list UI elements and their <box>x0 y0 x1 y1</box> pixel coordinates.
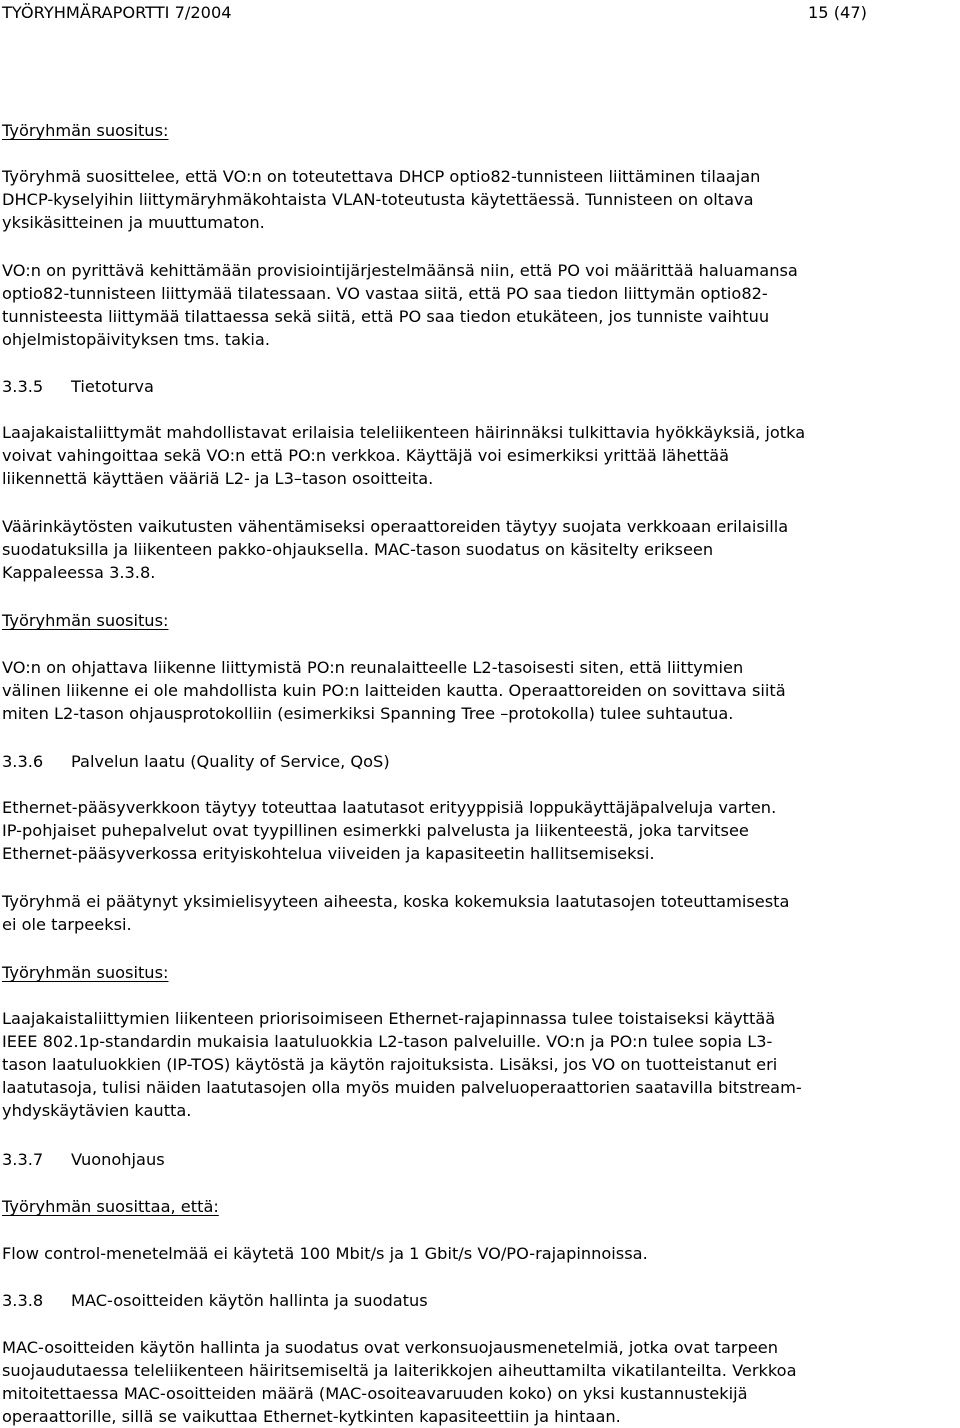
paragraph-line: Väärinkäytösten vaikutusten vähentämiseksi operaattoreiden täytyy suojata verkkoaan erilaisilla <box>2 517 789 536</box>
paragraph-line: operaattorille, sillä se vaikuttaa Ethernet-kytkinten kapasiteettiin ja hintaan. <box>2 1407 621 1426</box>
document-page <box>2 0 960 1426</box>
paragraph-line: ei ole tarpeeksi. <box>2 915 132 934</box>
page-number: 15 (47) <box>808 3 867 22</box>
paragraph-line: yksikäsitteinen ja muuttumaton. <box>2 213 265 232</box>
section-number: 3.3.8 <box>2 1291 44 1310</box>
paragraph <box>2 515 960 584</box>
paragraph-line: laatutasoja, tulisi näiden laatutasojen olla myös muiden palveluoperaattorien saatavilla bitstream- <box>2 1078 802 1097</box>
paragraph <box>2 1007 960 1122</box>
section-heading <box>2 750 960 773</box>
paragraph-line: Flow control-menetelmää ei käytetä 100 Mbit/s ja 1 Gbit/s VO/PO-rajapinnoissa. <box>2 1244 648 1263</box>
report-title: TYÖRYHMÄRAPORTTI 7/2004 <box>2 3 232 22</box>
recommendation-label: Työryhmän suositus: <box>2 963 169 982</box>
section-title: Tietoturva <box>71 377 154 396</box>
paragraph-line: Työryhmä ei päätynyt yksimielisyyteen aiheesta, koska kokemuksia laatutasojen toteuttamisesta <box>2 892 790 911</box>
paragraph-line: liikennettä käyttäen vääriä L2- ja L3–tason osoitteita. <box>2 469 434 488</box>
paragraph <box>2 656 960 725</box>
paragraph-line: Ethernet-pääsyverkossa erityiskohtelua viiveiden ja kapasiteetin hallitsemiseksi. <box>2 844 655 863</box>
section-number: 3.3.7 <box>2 1150 44 1169</box>
paragraph-line: mitoitettaessa MAC-osoitteiden määrä (MAC-osoiteavaruuden koko) on yksi kustannustekijä <box>2 1384 748 1403</box>
paragraph-line: VO:n on ohjattava liikenne liittymistä PO:n reunalaitteelle L2-tasoisesti siten, että liittymien <box>2 658 744 677</box>
paragraph-line: miten L2-tason ohjausprotokolliin (esimerkiksi Spanning Tree –protokolla) tulee suhtautua. <box>2 704 734 723</box>
paragraph-line: ohjelmistopäivityksen tms. takia. <box>2 330 270 349</box>
paragraph-line: tunnisteesta liittymää tilattaessa sekä siitä, että PO saa tiedon etukäteen, jos tunniste vaihtuu <box>2 307 770 326</box>
page-header <box>2 1 960 27</box>
paragraph <box>2 259 960 351</box>
paragraph-line: VO:n on pyrittävä kehittämään provisiointijärjestelmäänsä niin, että PO voi määrittää haluamansa <box>2 261 798 280</box>
paragraph-line: välinen liikenne ei ole mahdollista kuin PO:n laitteiden kautta. Operaattoreiden on sovittava siitä <box>2 681 786 700</box>
paragraph <box>2 1242 960 1265</box>
paragraph <box>2 1336 960 1428</box>
section-heading <box>2 1148 960 1171</box>
paragraph-line: IP-pohjaiset puhepalvelut ovat tyypillinen esimerkki palvelusta ja liikenteestä, joka tarvitsee <box>2 821 749 840</box>
paragraph-line: voivat vahingoittaa sekä VO:n että PO:n verkkoa. Käyttäjä voi esimerkiksi yrittää lähettää <box>2 446 730 465</box>
recommendation-label: Työryhmän suositus: <box>2 611 169 630</box>
paragraph <box>2 421 960 490</box>
paragraph-line: optio82-tunnisteen liittymää tilatessaan. VO vastaa siitä, että PO saa tiedon liittymän optio82- <box>2 284 768 303</box>
section-title: MAC-osoitteiden käytön hallinta ja suodatus <box>71 1291 428 1310</box>
paragraph-line: Työryhmä suosittelee, että VO:n on toteutettava DHCP optio82-tunnisteen liittäminen tilaajan <box>2 167 761 186</box>
section-number: 3.3.6 <box>2 752 44 771</box>
section-heading <box>2 1289 960 1312</box>
paragraph-line: yhdyskäytävien kautta. <box>2 1101 192 1120</box>
paragraph-line: Laajakaistaliittymien liikenteen priorisoimiseen Ethernet-rajapinnassa tulee toistaiseksi käyttää <box>2 1009 776 1028</box>
paragraph-line: Ethernet-pääsyverkkoon täytyy toteuttaa laatutasot erityyppisiä loppukäyttäjäpalveluja varten. <box>2 798 777 817</box>
paragraph-line: MAC-osoitteiden käytön hallinta ja suodatus ovat verkonsuojausmenetelmiä, jotka ovat tarpeen <box>2 1338 779 1357</box>
paragraph <box>2 796 960 865</box>
paragraph-line: suodatuksilla ja liikenteen pakko-ohjauksella. MAC-tason suodatus on käsitelty erikseen <box>2 540 714 559</box>
paragraph-line: Kappaleessa 3.3.8. <box>2 563 156 582</box>
paragraph-line: DHCP-kyselyihin liittymäryhmäkohtaista VLAN-toteutusta käytettäessä. Tunnisteen on oltava <box>2 190 754 209</box>
section-heading <box>2 375 960 398</box>
paragraph-line: Laajakaistaliittymät mahdollistavat erilaisia teleliikenteen häirinnäksi tulkittavia hyökkäyksiä, jotka <box>2 423 806 442</box>
recommendation-label: Työryhmän suositus: <box>2 121 169 140</box>
recommendation-label: Työryhmän suosittaa, että: <box>2 1197 219 1216</box>
section-title: Palvelun laatu (Quality of Service, QoS) <box>71 752 390 771</box>
section-title: Vuonohjaus <box>71 1150 165 1169</box>
paragraph-line: IEEE 802.1p-standardin mukaisia laatuluokkia L2-tason palveluille. VO:n ja PO:n tulee sopia L3- <box>2 1032 773 1051</box>
paragraph-line: suojaudutaessa teleliikenteen häiritsemiseltä ja laiterikkojen aiheuttamilta vikatilanteilta. Verkkoa <box>2 1361 797 1380</box>
section-number: 3.3.5 <box>2 377 44 396</box>
paragraph-line: tason laatuluokkien (IP-TOS) käytöstä ja käytön rajoituksista. Lisäksi, jos VO on tuotteistanut eri <box>2 1055 778 1074</box>
paragraph <box>2 165 960 234</box>
paragraph <box>2 890 960 936</box>
